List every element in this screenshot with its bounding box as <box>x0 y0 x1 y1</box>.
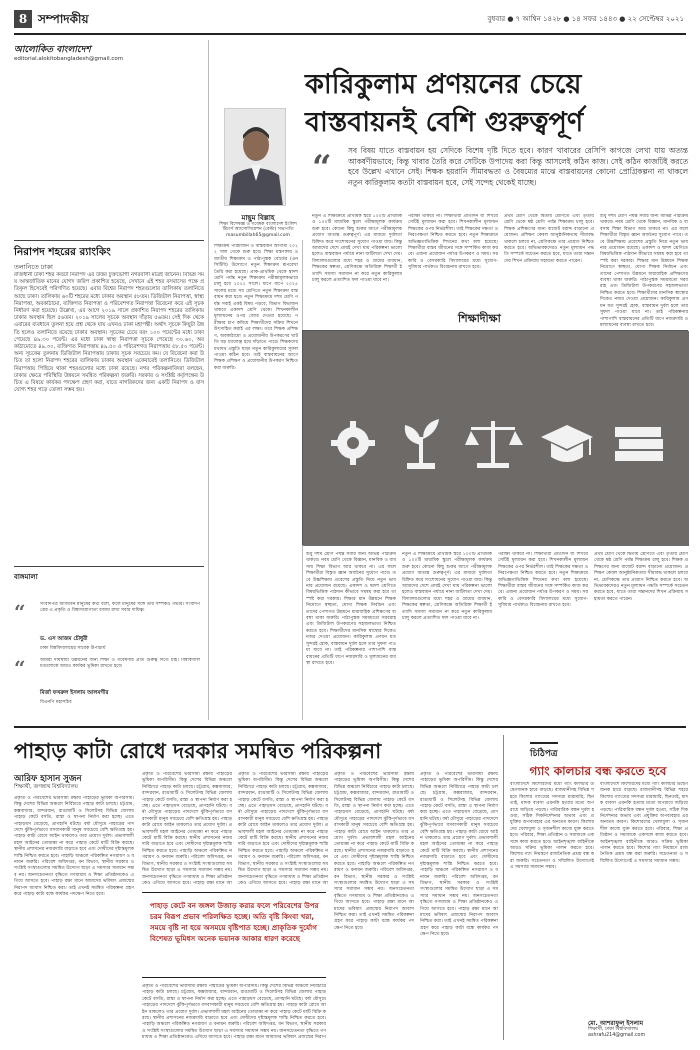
letter-headline: গ্যাং কালচার বন্ধ করতে হবে <box>529 764 667 778</box>
letter-body-col2: বাংলাদেশে কিশোরদের মধ্যে গ্যাং কালচার উদ্বেগজনক হারে বাড়ছে। রাজধানীসহ বিভিন্ন শহরে কিশোর গ্যাংয়ের সদস্যরা মারামারি, ছিনতাই, মাদক ব্যবসা এমনকি হত্যার মতো অপরাধে জড়িয়ে পড়ছে। পারিবারিক বন্ধন দুর্বল হওয়া, সঠিক দিকনির্দেশনার অভাব এবং প্রযুক্তির অপব্যবহার এর অন্যতম কারণ। কিশোরদের খেলাধুলা ও সৃজনশীল কাজে যুক্ত করতে হবে। পরিবার, শিক্ষা প্রতিষ্ঠান ও সমাজকে একসঙ্গে কাজ করতে হবে। আইনশৃঙ্খলা বাহিনীকে আরও সক্রিয় ভূমিকা পালন করতে হবে। কিশোর গ্যাং নিয়ন্ত্রণে রাজনৈতিক প্রশ্রয় বন্ধ করা জরুরি। সচেতনতা ও সম্মিলিত উদ্যোগেই এ সমস্যার সমাধান সম্ভব। <box>600 782 688 864</box>
bottom-author: আরিফ হাসান সুজন <box>14 774 82 784</box>
article-body-col4: প্রথম শ্রেণি থেকে দ্বিতীয় শ্রেণিতে এবং তৃতীয় শ্রেণি থেকে ষষ্ঠ শ্রেণি পর্যন্ত শিক্ষাক্রম চালু হবে। শিক্ষক প্রশিক্ষণের জন্য বাজেট বরাদ্দ বাড়ানো প্রয়োজন। প্রশিক্ষণ কেবল আনুষ্ঠানিকতায় সীমাবদ্ধ থাকলে চলবে না, শ্রেণিকক্ষে তার প্রয়োগ নিশ্চিত করতে হবে। অভিভাবকদেরও নতুন মূল্যায়ন পদ্ধতি সম্পর্কে সচেতন করতে হবে, যাতে তারা সন্তানদের শিখন প্রক্রিয়ায় সহায়তা করতে পারেন। <box>504 214 594 264</box>
column-rule <box>503 735 504 1040</box>
header-rule <box>14 33 686 35</box>
letter-designation: শিক্ষার্থী, ঢাকা বিশ্ববিদ্যালয় <box>588 1027 638 1032</box>
letter1-author: ড. এস আজম চৌধুরী <box>40 636 88 642</box>
letter-author: মো. আশরাফুল ইসলাম <box>588 1020 644 1027</box>
bottom-headline: পাহাড় কাটা রোধে দরকার সমন্বিত পরিকল্পনা <box>14 739 382 763</box>
article-body-col2: নতুন এ শিক্ষাক্রমে প্রাথমিক স্তরে ১০০টি প্রাথমিক ও ১০০টি মাধ্যমিক স্কুলে পরীক্ষামূলক কার্যক্রম শুরু হবে। কোনো কিছু শুরুর আগে পরীক্ষামূলক প্রয়োগ অত্যন্ত গুরুত্বপূর্ণ। এর মাধ্যমে দুর্বলতা চিহ্নিত করে সংশোধনের সুযোগ পাওয়া যায়। কিন্তু আমাদের দেশে প্রায়ই দেখা যায় পরিকল্পনা ভালো হলেও বাস্তবায়ন পর্যায়ে নানা জটিলতা দেখা দেয়। বিদ্যালয়গুলোর মধ্যে শহর ও গ্রামের ব্যবধান, শিক্ষকের স্বল্পতা, শ্রেণিকক্ষে অতিরিক্ত শিক্ষার্থী ইত্যাদি সমস্যা সমাধান না করে নতুন কারিকুলাম চালু করলে প্রত্যাশিত ফল পাওয়া যাবে না। <box>312 214 402 284</box>
article-body-col1: শিক্ষাক্রম পরিমার্জন ও বাস্তবায়ন আগামী ২০২২ সাল থেকে শুরু হবে। শিক্ষা মন্ত্রণালয় ও জাতীয় শিক্ষাক্রম ও পাঠ্যপুস্তক বোর্ডের (এনসিটিবি) উদ্যোগে নতুন শিক্ষাক্রম রূপরেখা তৈরি করা হয়েছে। প্রাক-প্রাথমিক থেকে দ্বাদশ শ্রেণি পর্যন্ত নতুন শিক্ষাক্রম পরীক্ষামূলকভাবে চালু হবে ২০২২ সালে। ধাপে ধাপে ২০২৫ সালের মধ্যে সব শ্রেণিতে নতুন শিক্ষাক্রম বাস্তবায়ন করা হবে। নতুন শিক্ষাক্রমে দশম শ্রেণি পর্যন্ত সবাই একই বিষয় পড়বে, বিভাগ বিভাজন থাকবে একাদশ শ্রেণি থেকে। শিখনকালীন মূল্যায়নের ওপর জোর দেওয়া হয়েছে। পরীক্ষার চাপ কমিয়ে শিক্ষার্থীদের সক্রিয় শিখনে উৎসাহিত করাই এর লক্ষ্য। তবে শিক্ষক প্রশিক্ষণ, অবকাঠামো ও প্রয়োজনীয় উপকরণের ঘাটতি বড় চ্যালেঞ্জ হয়ে দাঁড়াতে পারে। শিক্ষকদের যথাযথ প্রস্তুতি ছাড়া নতুন কারিকুলামের সুফল পাওয়া কঠিন হবে। তাই বাস্তবায়নের আগে শিক্ষক প্রশিক্ষণ ও প্রয়োজনীয় উপকরণ নিশ্চিত করা জরুরি। <box>214 244 298 371</box>
article-pullquote: সব বিষয় যাতে বাস্তবায়ন হয় সেদিকে বিশেষ দৃষ্টি দিতে হবে। কারণ খাবারের রেসিপি কাগজে লেখা যায় অত্যন্ত আকর্ষণীয়ভাবে; কিন্তু খাবার তৈরি করে সেটিকে উপাদেয় করা কিন্তু আসলেই কঠিন কাজ। সেই কঠিন কাজটিই করতে হবে উল্লেখ এখানে সেই। শিক্ষক হয়রানি সীমাবদ্ধতা ও বৈষম্যের মাঝে বাস্তবায়নের কোনো প্রোগ্রিকল্পনা না থাকলে নতুন কারিকুলাম কতটা বাস্তবায়ন হবে, সেই সন্দেহ থেকেই যাচ্ছে। <box>348 146 688 187</box>
quote-icon: “ <box>14 600 26 624</box>
letter1-desig: ঢাকা বিশ্ববিদ্যালয়ের সাবেক উপাচার্য <box>40 646 106 651</box>
bottom-body-col1: প্রকৃতি ও পরিবেশের ভারসাম্য রক্ষায় পাহাড়ের ভূমিকা অপরিসীম। কিন্তু দেশের বিভিন্ন অঞ্চলে নির্বিচারে পাহাড় কাটা চলছে। চট্টগ্রাম, কক্সবাজার, বান্দরবান, রাঙামাটি ও সিলেটসহ বিভিন্ন জেলায় পাহাড় কেটে বসতি, রাস্তা ও স্থাপনা নির্মাণ করা হচ্ছে। এতে পাহাড়ধস বেড়েছে, প্রাণহানি ঘটছে। বর্ষা মৌসুমে পাহাড়ের পাদদেশে ঝুঁকিপূর্ণভাবে বসবাসকারী মানুষ সবচেয়ে বেশি ক্ষতিগ্রস্ত হয়। পাহাড় কাটা রোধে আইন থাকলেও তার প্রয়োগ দুর্বল। প্রভাবশালী মহল আইনের তোয়াক্কা না করে পাহাড় কেটে মাটি বিক্রি করছে। স্থানীয় প্রশাসনের নজরদারি বাড়াতে হবে এবং দোষীদের দৃষ্টান্তমূলক শাস্তি নিশ্চিত করতে হবে। পাহাড়ি অঞ্চলে পরিকল্পিত নগরায়ণ ও বনায়ন জরুরি। পরিবেশ অধিদপ্তর, বন বিভাগ, স্থানীয় সরকার ও সংশ্লিষ্ট সংস্থাগুলোর সমন্বিত উদ্যোগ ছাড়া এ সমস্যার সমাধান সম্ভব নয়। জনসচেতনতা বৃদ্ধিতে গণমাধ্যম ও শিক্ষা প্রতিষ্ঠানকেও এগিয়ে আসতে হবে। পাহাড় রক্ষা মানে আমাদের ভবিষ্যৎ প্রজন্মের নিরাপদ আবাস নিশ্চিত করা। তাই এখনই সমন্বিত পরিকল্পনা গ্রহণ করে পাহাড় কাটা বন্ধে কার্যকর পদক্ষেপ নিতে হবে। <box>14 796 134 898</box>
books-icon <box>615 427 663 461</box>
author-name: মাছুম বিল্লাহ <box>241 214 275 222</box>
main-headline: কারিকুলাম প্রণয়নের চেয়ে বাস্তবায়নই বেশি গুরুত্বপূর্ণ <box>305 69 584 138</box>
author-portrait-icon <box>225 109 286 206</box>
article-body-lower-1: শুধু দশম শ্রেণি পর্যন্ত সবার জন্য অভিন্ন পাঠ্যক্রম থাকবে। নবম শ্রেণি থেকে বিজ্ঞান, মানবিক ও ব্যবসায় শিক্ষা বিভাগ আর থাকবে না। এর ফলে শিক্ষার্থীরা বিস্তৃত জ্ঞান অর্জনের সুযোগ পাবে। তবে উচ্চশিক্ষায় প্রবেশের প্রস্তুতি নিয়ে নতুন ভাবনার প্রয়োজন রয়েছে। একাদশ ও দ্বাদশ শ্রেণিতে বিষয়ভিত্তিক পাঠদান কীভাবে সমন্বয় করা হবে তা স্পষ্ট করা দরকার। শিক্ষার মান উন্নয়নে শিক্ষক নিয়োগে স্বচ্ছতা, যোগ্য শিক্ষক নির্বাচন এবং তাদের পেশাগত উন্নয়নে ধারাবাহিক প্রশিক্ষণের ব্যবস্থা থাকা জরুরি। পাঠ্যপুস্তক সময়মতো সরবরাহ এবং ডিজিটাল উপকরণের সহজলভ্যতা নিশ্চিত করতে হবে। শিক্ষার্থীদের মানসিক স্বাস্থ্যের দিকেও নজর দেওয়া প্রয়োজন। কারিকুলাম প্রণয়ন যত সুন্দরই হোক, বাস্তবায়ন দুর্বল হলে তার সুফল পাওয়া যাবে না। তাই পরিকল্পনার পাশাপাশি বাস্তবায়নের প্রতিটি ধাপে নজরদারি ও মূল্যায়নের ব্যবস্থা রাখতে হবে। <box>306 552 396 666</box>
bottom-body-col2: প্রকৃতি ও পরিবেশের ভারসাম্য রক্ষায় পাহাড়ের ভূমিকা অপরিসীম। কিন্তু দেশের বিভিন্ন অঞ্চলে নির্বিচারে পাহাড় কাটা চলছে। চট্টগ্রাম, কক্সবাজার, বান্দরবান, রাঙামাটি ও সিলেটসহ বিভিন্ন জেলায় পাহাড় কেটে বসতি, রাস্তা ও স্থাপনা নির্মাণ করা হচ্ছে। এতে পাহাড়ধস বেড়েছে, প্রাণহানি ঘটছে। বর্ষা মৌসুমে পাহাড়ের পাদদেশে ঝুঁকিপূর্ণভাবে বসবাসকারী মানুষ সবচেয়ে বেশি ক্ষতিগ্রস্ত হয়। পাহাড় কাটা রোধে আইন থাকলেও তার প্রয়োগ দুর্বল। প্রভাবশালী মহল আইনের তোয়াক্কা না করে পাহাড় কেটে মাটি বিক্রি করছে। স্থানীয় প্রশাসনের নজরদারি বাড়াতে হবে এবং দোষীদের দৃষ্টান্তমূলক শাস্তি নিশ্চিত করতে হবে। পাহাড়ি অঞ্চলে পরিকল্পিত নগরায়ণ ও বনায়ন জরুরি। পরিবেশ অধিদপ্তর, বন বিভাগ, স্থানীয় সরকার ও সংশ্লিষ্ট সংস্থাগুলোর সমন্বিত উদ্যোগ ছাড়া এ সমস্যার সমাধান সম্ভব নয়। জনসচেতনতা বৃদ্ধিতে গণমাধ্যম ও শিক্ষা প্রতিষ্ঠানকেও এগিয়ে আসতে হবে। পাহাড় রক্ষা মানে আ <box>142 772 232 886</box>
dateline: বুধবার ● ৭ আশ্বিন ১৪২৮ ● ১৪ সফর ১৪৪৩ ● ২২ সেপ্টেম্বর ২০২১ <box>487 15 684 23</box>
letter1-body: সংবাদপত্র আজীবন মানুষের কথা বলে, ফলে মানুষের সঙ্গে তার সম্পর্কও গভীর। সংবাদপত্রের এ প্রকৃতি ও বিশ্বাসযোগ্যতা বজায় রাখা সবার দায়িত্ব। <box>40 602 200 614</box>
editorial-rule <box>14 240 204 241</box>
article-body-col3: পরীক্ষা থাকবে না। শিক্ষার্থীরা প্রতিদিন যা শিখবে সেটিই মূল্যায়ন করা হবে। শিখনকালীন মূল্যায়ন শিক্ষকের ওপর নির্ভরশীল। তাই শিক্ষকের দক্ষতা ও নিরপেক্ষতা নিশ্চিত করতে হবে। নতুন শিক্ষাক্রমে অভিজ্ঞতাভিত্তিক শিখনের কথা বলা হয়েছে। শিক্ষার্থীরা বাস্তব জীবনের সঙ্গে সম্পর্কিত কাজ করবে। এজন্য প্রয়োজন পর্যাপ্ত উপকরণ ও সময়। সরকারি ও বেসরকারি বিদ্যালয়ের মধ্যে সুযোগ-সুবিধার পার্থক্যও বিবেচনায় রাখতে হবে। <box>408 214 498 271</box>
bottom-author-designation: শিক্ষার্থী, জগন্নাথ বিশ্ববিদ্যালয় <box>14 784 78 790</box>
article-body-lower-4: প্রথম শ্রেণি থেকে দ্বিতীয় শ্রেণিতে এবং তৃতীয় শ্রেণি থেকে ষষ্ঠ শ্রেণি পর্যন্ত শিক্ষাক্রম চালু হবে। শিক্ষক প্রশিক্ষণের জন্য বাজেট বরাদ্দ বাড়ানো প্রয়োজন। প্রশিক্ষণ কেবল আনুষ্ঠানিকতায় সীমাবদ্ধ থাকলে চলবে না, শ্রেণিকক্ষে তার প্রয়োগ নিশ্চিত করতে হবে। অভিভাবকদেরও নতুন মূল্যায়ন পদ্ধতি সম্পর্কে সচেতন করতে হবে, যাতে তারা সন্তানদের শিখন প্রক্রিয়ায় সহায়তা করতে পারেন। <box>594 552 688 602</box>
editorial-subtitle: তলানিতে ঢাকা <box>14 263 53 271</box>
letters-rule <box>14 566 204 567</box>
education-icons-illustration <box>303 331 689 546</box>
column-rule <box>208 40 209 720</box>
education-illustration <box>302 330 688 545</box>
bottom-body-col6: প্রকৃতি ও পরিবেশের ভারসাম্য রক্ষায় পাহাড়ের ভূমিকা অপরিসীম। কিন্তু দেশের বিভিন্ন অঞ্চলে নির্বিচারে পাহাড় কাটা চলছে। চট্টগ্রাম, কক্সবাজার, বান্দরবান, রাঙামাটি ও সিলেটসহ বিভিন্ন জেলায় পাহাড় কেটে বসতি, রাস্তা ও স্থাপনা নির্মাণ করা হচ্ছে। এতে পাহাড়ধস বেড়েছে, প্রাণহানি ঘটছে। বর্ষা মৌসুমে পাহাড়ের পাদদেশে ঝুঁকিপূর্ণভাবে বসবাসকারী মানুষ সবচেয়ে বেশি ক্ষতিগ্রস্ত হয়। পাহাড় কাটা রোধে আইন থাকলেও তার প্রয়োগ দুর্বল। প্রভাবশালী মহল আইনের তোয়াক্কা না করে পাহাড় কেটে মাটি বিক্রি করছে। স্থানীয় প্রশাসনের নজরদারি বাড়াতে হবে এবং দোষীদের দৃষ্টান্তমূলক শাস্তি নিশ্চিত করতে হবে। পাহাড়ি অঞ্চলে পরিকল্পিত নগরায়ণ ও বনায়ন জরুরি। পরিবেশ অধিদপ্তর, বন বিভাগ, স্থানীয় সরকার ও সংশ্লিষ্ট সংস্থাগুলোর সমন্বিত উদ্যোগ ছাড়া এ সমস্যার সমাধান সম্ভব নয়। জনসচেতনতা বৃদ্ধিতে গণমাধ্যম ও শিক্ষা প্রতিষ্ঠানকেও এগিয়ে আসতে হবে। পাহাড় রক্ষা মানে আমাদের ভবিষ্যৎ প্রজন্মের নিরাপদ আবাস নিশ্চিত করা। তাই এখনই সমন্বিত পরিকল্পনা গ্রহণ করে পাহাড় কাটা বন্ধে কার্যকর পদক্ষেপ নিতে হবে। <box>420 772 498 938</box>
section-title: সম্পাদকীয় <box>38 12 89 26</box>
editorial-title: নিরাপদ শহরের র‍্যাংকিং <box>14 246 111 258</box>
newspaper-logo: আলোকিত বাংলাদেশ <box>14 45 91 55</box>
image-caption-title: শিক্ষাদীক্ষা <box>458 312 501 325</box>
bottom-body-col3: প্রকৃতি ও পরিবেশের ভারসাম্য রক্ষায় পাহাড়ের ভূমিকা অপরিসীম। কিন্তু দেশের বিভিন্ন অঞ্চলে নির্বিচারে পাহাড় কাটা চলছে। চট্টগ্রাম, কক্সবাজার, বান্দরবান, রাঙামাটি ও সিলেটসহ বিভিন্ন জেলায় পাহাড় কেটে বসতি, রাস্তা ও স্থাপনা নির্মাণ করা হচ্ছে। এতে পাহাড়ধস বেড়েছে, প্রাণহানি ঘটছে। বর্ষা মৌসুমে পাহাড়ের পাদদেশে ঝুঁকিপূর্ণভাবে বসবাসকারী মানুষ সবচেয়ে বেশি ক্ষতিগ্রস্ত হয়। পাহাড় কাটা রোধে আইন থাকলেও তার প্রয়োগ দুর্বল। প্রভাবশালী মহল আইনের তোয়াক্কা না করে পাহাড় কেটে মাটি বিক্রি করছে। স্থানীয় প্রশাসনের নজরদারি বাড়াতে হবে এবং দোষীদের দৃষ্টান্তমূলক শাস্তি নিশ্চিত করতে হবে। পাহাড়ি অঞ্চলে পরিকল্পিত নগরায়ণ ও বনায়ন জরুরি। পরিবেশ অধিদপ্তর, বন বিভাগ, স্থানীয় সরকার ও সংশ্লিষ্ট সংস্থাগুলোর সমন্বিত উদ্যোগ ছাড়া এ সমস্যার সমাধান সম্ভব নয়। জনসচেতনতা বৃদ্ধিতে গণমাধ্যম ও শিক্ষা প্রতিষ্ঠানকেও এগিয়ে আসতে হবে। পাহাড় রক্ষা মানে আ <box>238 772 328 886</box>
letters-label: বাঙ্গমালা <box>14 573 38 581</box>
bottom-pullquote: পাহাড় কেটে বন জঙ্গল উজাড় করার ফলে পরিবেশের উপর চরম বিরূপ প্রভাব পরিলক্ষিত হচ্ছে। অতি বৃষ্টি কিংবা খরা, সময়ে বৃষ্টি না হয়ে অসময়ে বৃষ্টিপাত হচ্ছে। প্রাকৃতিক দুর্যোগ বিশেষত ভূমিধস অনেক ভয়ানক আকার ধারণ করেছে <box>150 901 319 943</box>
article-body-col5: শুধু দশম শ্রেণি পর্যন্ত সবার জন্য অভিন্ন পাঠ্যক্রম থাকবে। নবম শ্রেণি থেকে বিজ্ঞান, মানবিক ও ব্যবসায় শিক্ষা বিভাগ আর থাকবে না। এর ফলে শিক্ষার্থীরা বিস্তৃত জ্ঞান অর্জনের সুযোগ পাবে। তবে উচ্চশিক্ষায় প্রবেশের প্রস্তুতি নিয়ে নতুন ভাবনার প্রয়োজন রয়েছে। একাদশ ও দ্বাদশ শ্রেণিতে বিষয়ভিত্তিক পাঠদান কীভাবে সমন্বয় করা হবে তা স্পষ্ট করা দরকার। শিক্ষার মান উন্নয়নে শিক্ষক নিয়োগে স্বচ্ছতা, যোগ্য শিক্ষক নির্বাচন এবং তাদের পেশাগত উন্নয়নে ধারাবাহিক প্রশিক্ষণের ব্যবস্থা থাকা জরুরি। পাঠ্যপুস্তক সময়মতো সরবরাহ এবং ডিজিটাল উপকরণের সহজলভ্যতা নিশ্চিত করতে হবে। শিক্ষার্থীদের মানসিক স্বাস্থ্যের দিকেও নজর দেওয়া প্রয়োজন। কারিকুলাম প্রণয়ন যত সুন্দরই হোক, বাস্তবায়ন দুর্বল হলে তার সুফল পাওয়া যাবে না। তাই পরিকল্পনার পাশাপাশি বাস্তবায়নের প্রতিটি ধাপে নজরদারি ও মূল্যায়নের ব্যবস্থা রাখতে হবে। <box>600 214 688 326</box>
article-body-lower-2: নতুন এ শিক্ষাক্রমে প্রাথমিক স্তরে ১০০টি প্রাথমিক ও ১০০টি মাধ্যমিক স্কুলে পরীক্ষামূলক কার্যক্রম শুরু হবে। কোনো কিছু শুরুর আগে পরীক্ষামূলক প্রয়োগ অত্যন্ত গুরুত্বপূর্ণ। এর মাধ্যমে দুর্বলতা চিহ্নিত করে সংশোধনের সুযোগ পাওয়া যায়। কিন্তু আমাদের দেশে প্রায়ই দেখা যায় পরিকল্পনা ভালো হলেও বাস্তবায়ন পর্যায়ে নানা জটিলতা দেখা দেয়। বিদ্যালয়গুলোর মধ্যে শহর ও গ্রামের ব্যবধান, শিক্ষকের স্বল্পতা, শ্রেণিকক্ষে অতিরিক্ত শিক্ষার্থী ইত্যাদি সমস্যা সমাধান না করে নতুন কারিকুলাম চালু করলে প্রত্যাশিত ফল পাওয়া যাবে না। <box>402 552 492 622</box>
bottom-body-col4: প্রকৃতি ও পরিবেশের ভারসাম্য রক্ষায় পাহাড়ের ভূমিকা অপরিসীম। কিন্তু দেশের বিভিন্ন অঞ্চলে নির্বিচারে পাহাড় কাটা চলছে। চট্টগ্রাম, কক্সবাজার, বান্দরবান, রাঙামাটি ও সিলেটসহ বিভিন্ন জেলায় পাহাড় কেটে বসতি, রাস্তা ও স্থাপনা নির্মাণ করা হচ্ছে। এতে পাহাড়ধস বেড়েছে, প্রাণহানি ঘটছে। বর্ষা মৌসুমে পাহাড়ের পাদদেশে ঝুঁকিপূর্ণভাবে বসবাসকারী মানুষ সবচেয়ে বেশি ক্ষতিগ্রস্ত হয়। পাহাড় কাটা রোধে আইন থাকলেও তার প্রয়োগ দুর্বল। প্রভাবশালী মহল আইনের তোয়াক্কা না করে পাহাড় কেটে মাটি বিক্রি করছে। স্থানীয় প্রশাসনের নজরদারি বাড়াতে হবে এবং দোষীদের দৃষ্টান্তমূলক শাস্তি নিশ্চিত করতে হবে। পাহাড়ি অঞ্চলে পরিকল্পিত নগরায়ণ ও বনায়ন জরুরি। পরিবেশ অধিদপ্তর, বন বিভাগ, স্থানীয় সরকার ও সংশ্লিষ্ট সংস্থাগুলোর সমন্বিত উদ্যোগ ছাড়া এ সমস্যার সমাধান সম্ভব নয়। জনসচেতনতা বৃদ্ধিতে গণমাধ্যম ও শিক্ষা প্রতিষ্ঠানকেও এগিয়ে আসতে হবে। পাহাড় রক্ষা মানে আমাদের ভবিষ্যৎ প্রজন্মের নিরাপ <box>142 984 326 1040</box>
letter-body-col1: বাংলাদেশে কিশোরদের মধ্যে গ্যাং কালচার উদ্বেগজনক হারে বাড়ছে। রাজধানীসহ বিভিন্ন শহরে কিশোর গ্যাংয়ের সদস্যরা মারামারি, ছিনতাই, মাদক ব্যবসা এমনকি হত্যার মতো অপরাধে জড়িয়ে পড়ছে। পারিবারিক বন্ধন দুর্বল হওয়া, সঠিক দিকনির্দেশনার অভাব এবং প্রযুক্তির অপব্যবহার এর অন্যতম কারণ। কিশোরদের খেলাধুলা ও সৃজনশীল কাজে যুক্ত করতে হবে। পরিবার, শিক্ষা প্রতিষ্ঠান ও সমাজকে একসঙ্গে কাজ করতে হবে। আইনশৃঙ্খলা বাহিনীকে আরও সক্রিয় ভূমিকা পালন করতে হবে। কিশোর গ্যাং নিয়ন্ত্রণে রাজনৈতিক প্রশ্রয় বন্ধ করা জরুরি। সচেতনতা ও সম্মিলিত উদ্যোগেই এ সমস্যার সমাধান সম্ভব। <box>510 782 594 871</box>
letter-email: ashrafu214@gmail.com <box>588 1033 646 1038</box>
editorial-email: editorial.alokitobangladesh@gmail.com <box>14 56 124 62</box>
author-designation: শিক্ষা বিশেষজ্ঞ ও গবেষক বাংলাদেশ ইংলিশ টিচার্স অ্যাসোসিয়েশন (বেল্টা) সভাপতি masumbillah65@gmail.com <box>219 222 297 238</box>
letter2-author: মির্জা ফখরুল ইসলাম আলমগীর <box>40 690 109 696</box>
quote-icon: “ <box>312 148 332 188</box>
section-rule <box>14 726 686 728</box>
article-body-lower-3: পরীক্ষা থাকবে না। শিক্ষার্থীরা প্রতিদিন যা শিখবে সেটিই মূল্যায়ন করা হবে। শিখনকালীন মূল্যায়ন শিক্ষকের ওপর নির্ভরশীল। তাই শিক্ষকের দক্ষতা ও নিরপেক্ষতা নিশ্চিত করতে হবে। নতুন শিক্ষাক্রমে অভিজ্ঞতাভিত্তিক শিখনের কথা বলা হয়েছে। শিক্ষার্থীরা বাস্তব জীবনের সঙ্গে সম্পর্কিত কাজ করবে। এজন্য প্রয়োজন পর্যাপ্ত উপকরণ ও সময়। সরকারি ও বেসরকারি বিদ্যালয়ের মধ্যে সুযোগ-সুবিধার পার্থক্যও বিবেচনায় রাখতে হবে। <box>498 552 588 609</box>
editorial-body: রাজধানী ঢাকা শহর কতটা নিরাপদ এর উত্তর চুক্তভোগী নগরবাসী মাত্রই জানেন। বিভিন্ন সময় আন্তর্জাতিক মানের যোগদ জরিপ প্রকাশিত হয়েছে, সেখানে এই শহর বসবাসের পক্ষে প্রতিকূল হিসেবেই পরিগণিত হয়েছে। এবার বিশ্বের নিরাপদ শহরগুলোর তালিকায় তলানিতে আছে ঢাকা। তালিকায় ৬০টি শহরের মধ্যে ঢাকার অবস্থান ৫৮তম। ডিজিটাল নিরাপত্তা, স্বাস্থ্য নিরাপত্তা, অবকাঠামো, ব্যক্তিগত নিরাপত্তা ও পরিবেশগত নিরাপত্তা বিবেচনা করে এই সূচক নির্ধারণ করা হয়েছে। উল্লেখ্য, এর আগে ২০১৯ সালে প্রকাশিত নিরাপদ শহরের তালিকায় ঢাকার অবস্থান ছিল ৫৬তম। ২০১৯ সালের সূচকে অবস্থান দাঁড়ায় ৫৬তম। সেই দিক থেকে এবারের ব্যবধানে তুলনা হয়ে প্রশ্ন থেকে যায় এখনও ঢাকা মহাপন্থী। অর্থাৎ সূচকে কিছুটা উন্নতি হলেও তলানিতে রয়েছে ঢাকার অবস্থান। সূচকের চেয়ে বরং ১০০ পয়েন্টের মধ্যে ঢাকা পেয়েছে ৪৯.৩০ পয়েন্ট। এর মধ্যে ঢাকা স্বাস্থ্য নিরাপত্তা সূচকে পেয়েছে ৩০.৬০, অবকাঠামোতে ৪৯.৩০, ব্যক্তিগত নিরাপত্তায় ৪৯.৫০ ও পরিবেশগত নিরাপত্তায় ৫৮.৫০ পয়েন্ট। অন্য সূচকের তুলনায় ডিজিটাল নিরাপত্তায় ঢাকার সূচক সবচেয়ে কম। যে বিবেচনা করা উচিত তা হলো নিরাপদ শহরের তালিকায় ঢাকার অবস্থান একেবারেই তলানিতে। ডিজিটাল নিরাপত্তায় পিছিয়ে থাকা শহরগুলোর মধ্যে ঢাকা রয়েছে। নগর পরিকল্পনাবিদরা বলছেন, ঢাকার ক্ষেত্রে পরিস্থিতি উন্নয়নে সমন্বিত পরিকল্পনা জরুরি। সরকার ও সংশ্লিষ্ট কর্তৃপক্ষের উচিত এ বিষয়ে কার্যকর পদক্ষেপ গ্রহণ করা, যাতে নাগরিকদের জন্য একটি নিরাপদ ও বাসযোগ্য শহর গড়ে তোলা সম্ভব হয়। <box>14 272 204 394</box>
bottom-body-col5: প্রকৃতি ও পরিবেশের ভারসাম্য রক্ষায় পাহাড়ের ভূমিকা অপরিসীম। কিন্তু দেশের বিভিন্ন অঞ্চলে নির্বিচারে পাহাড় কাটা চলছে। চট্টগ্রাম, কক্সবাজার, বান্দরবান, রাঙামাটি ও সিলেটসহ বিভিন্ন জেলায় পাহাড় কেটে বসতি, রাস্তা ও স্থাপনা নির্মাণ করা হচ্ছে। এতে পাহাড়ধস বেড়েছে, প্রাণহানি ঘটছে। বর্ষা মৌসুমে পাহাড়ের পাদদেশে ঝুঁকিপূর্ণভাবে বসবাসকারী মানুষ সবচেয়ে বেশি ক্ষতিগ্রস্ত হয়। পাহাড় কাটা রোধে আইন থাকলেও তার প্রয়োগ দুর্বল। প্রভাবশালী মহল আইনের তোয়াক্কা না করে পাহাড় কেটে মাটি বিক্রি করছে। স্থানীয় প্রশাসনের নজরদারি বাড়াতে হবে এবং দোষীদের দৃষ্টান্তমূলক শাস্তি নিশ্চিত করতে হবে। পাহাড়ি অঞ্চলে পরিকল্পিত নগরায়ণ ও বনায়ন জরুরি। পরিবেশ অধিদপ্তর, বন বিভাগ, স্থানীয় সরকার ও সংশ্লিষ্ট সংস্থাগুলোর সমন্বিত উদ্যোগ ছাড়া এ সমস্যার সমাধান সম্ভব নয়। জনসচেতনতা বৃদ্ধিতে গণমাধ্যম ও শিক্ষা প্রতিষ্ঠানকেও এগিয়ে আসতে হবে। পাহাড় রক্ষা মানে আমাদের ভবিষ্যৎ প্রজন্মের নিরাপদ আবাস নিশ্চিত করা। তাই এখনই সমন্বিত পরিকল্পনা গ্রহণ করে পাহাড় কাটা বন্ধে কার্যকর পদক্ষেপ নিতে হবে। <box>334 772 414 931</box>
quote-icon: “ <box>14 656 26 680</box>
letter2-body: আমরা দীর্ঘস্থায়ী উন্নয়নের জন্য শিক্ষা ও গবেষণার প্রতি গুরুত্ব দিতে চাই। বিশ্ববিদ্যালয়গুলোকে আরও কার্যকর ভূমিকা রাখতে হবে। <box>40 658 200 670</box>
page-number: 8 <box>14 10 32 28</box>
author-photo <box>224 108 286 206</box>
letters-section-label: চিঠিপত্র <box>530 742 558 761</box>
letter2-desig: বিএনপি মহাসচিব <box>40 700 72 705</box>
